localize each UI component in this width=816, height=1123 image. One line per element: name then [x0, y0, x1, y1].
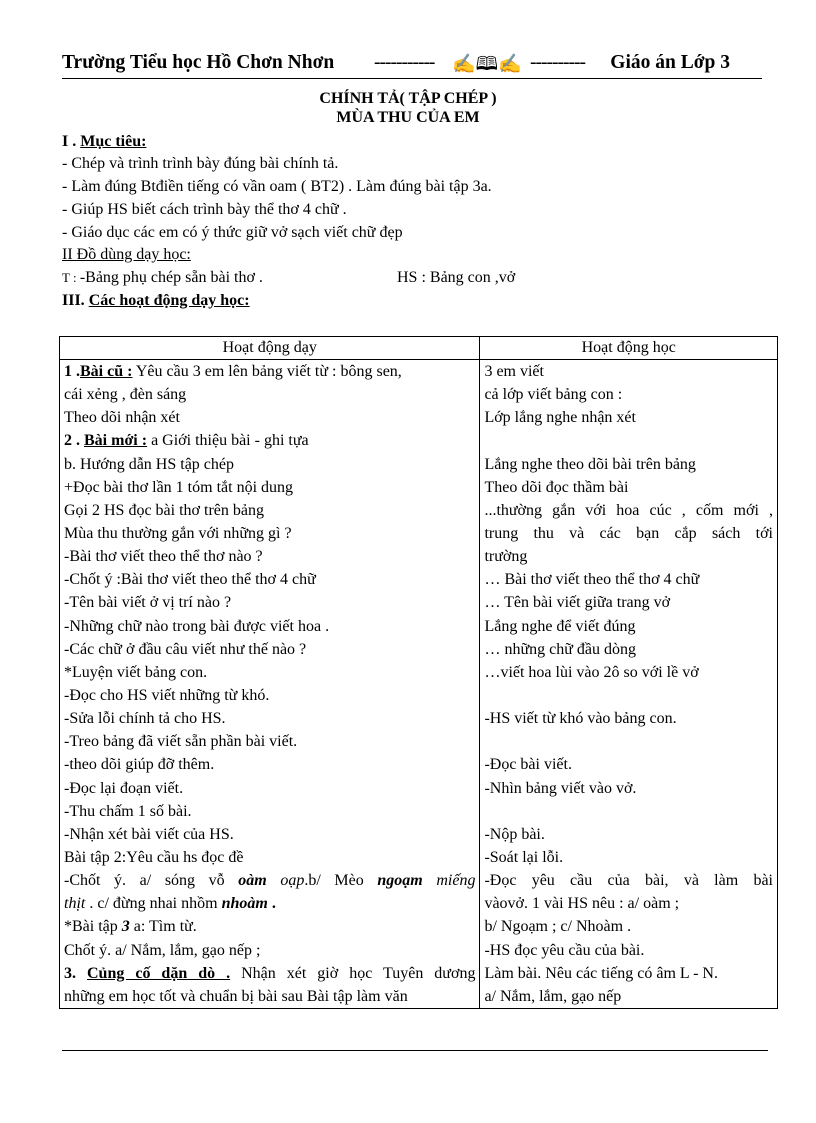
student-line: -Nộp bài.	[484, 825, 545, 843]
student-line: Lắng nghe theo dõi bài trên bảng	[484, 455, 696, 473]
col-student-header: Hoạt động học	[480, 337, 778, 360]
teacher-line-text: *Luyện viết bảng con.	[64, 663, 208, 681]
teacher-line	[64, 869, 475, 892]
teacher-line-text: Mùa thu thường gắn với những gì ?	[64, 524, 292, 542]
teacher-line-text: a Giới thiệu bài - ghi tựa	[147, 432, 309, 450]
teacher-line	[64, 915, 475, 938]
teacher-line-text: -Đọc lại đoạn viết.	[64, 779, 184, 797]
teacher-line	[64, 591, 475, 614]
school-name: Trường Tiểu học Hồ Chơn Nhơn	[62, 52, 335, 73]
ex2-text: .b/ Mèo	[304, 872, 378, 890]
teacher-line-text: Bài tập 2:Yêu cầu hs đọc đề	[64, 848, 244, 866]
teacher-line-text: -Treo bảng đã viết sẵn phần bài viết.	[64, 733, 298, 751]
teacher-line-text: cái xẻng , đèn sáng	[64, 386, 187, 404]
objectives-prefix: I .	[62, 133, 81, 150]
section-label: 2 . Bài mới :	[64, 432, 148, 450]
teacher-line-text: những em học tốt và chuẩn bị bài sau Bài tập làm văn	[64, 987, 408, 1005]
teacher-line-text: -Chốt ý :Bài thơ viết theo thể thơ 4 chữ	[64, 571, 316, 589]
student-line: -HS viết từ khó vào bảng con.	[484, 710, 677, 728]
ex2-answer-b: ngoạm	[377, 872, 423, 890]
ex2-text: .	[267, 895, 276, 913]
activities-heading	[62, 292, 250, 310]
ex2-answer-c: nhoàm	[221, 895, 268, 913]
teacher-line	[64, 892, 475, 915]
activities-table	[59, 336, 778, 1009]
student-line	[484, 800, 773, 823]
lesson-subject: CHÍNH TẢ( TẬP CHÉP )	[319, 90, 497, 107]
teacher-line-text: Theo dõi nhận xét	[64, 409, 180, 427]
section-label: 3. Củng cố dặn dò .	[64, 964, 231, 982]
ex2-answer-a: oàm	[238, 872, 267, 890]
teacher-line	[64, 800, 475, 823]
lesson-title: MÙA THU CỦA EM	[336, 109, 480, 126]
objective-item: - Giúp HS biết cách trình bày thể thơ 4 chữ .	[62, 201, 347, 218]
student-line: -Đọc yêu cầu của bài, và làm bài	[484, 872, 773, 890]
table-row	[60, 360, 778, 1009]
student-line: trường	[484, 548, 528, 566]
teacher-line	[64, 522, 475, 545]
teacher-materials: -Bảng phụ chép sẵn bài thơ .	[79, 269, 263, 286]
teacher-line	[64, 383, 475, 406]
student-line: Lớp lắng nghe nhận xét	[484, 409, 636, 427]
col-teacher-header: Hoạt động dạy	[60, 337, 480, 360]
activities-prefix: III.	[62, 292, 89, 309]
teacher-line-text: b. Hướng dẫn HS tập chép	[64, 455, 234, 473]
student-line: … Bài thơ viết theo thể thơ 4 chữ	[484, 571, 700, 589]
section-label: 1 .Bài cũ :	[64, 363, 133, 380]
student-line	[484, 730, 773, 753]
student-line: ...thường gắn với hoa cúc , cốm mới ,	[484, 501, 773, 519]
teacher-line-text: -Bài thơ viết theo thể thơ nào ?	[64, 548, 263, 566]
objectives-heading	[62, 133, 146, 151]
footer-divider	[62, 1050, 768, 1051]
table-header-row	[60, 337, 778, 360]
teacher-line	[64, 499, 475, 522]
ex2-text: thịt	[64, 895, 86, 913]
student-line: Lắng nghe để viết đúng	[484, 617, 636, 635]
teacher-line	[64, 939, 475, 962]
teacher-line	[64, 661, 475, 684]
teacher-line-text: -Các chữ ở đầu câu viết như thế nào ?	[64, 640, 307, 658]
student-line	[484, 429, 773, 452]
objectives-heading-text: Mục tiêu:	[80, 133, 147, 150]
ex3-text: a: Tìm từ.	[129, 918, 197, 936]
ex2-text: oạp	[266, 872, 305, 890]
teacher-line	[64, 753, 475, 776]
objective-item: - Chép và trình trình bày đúng bài chính tả.	[62, 155, 339, 172]
teacher-line	[64, 707, 475, 730]
activities-heading-text: Các hoạt động dạy học:	[88, 292, 250, 309]
materials-heading: II Đồ dùng dạy học:	[62, 246, 191, 263]
objective-item: - Làm đúng Btđiền tiếng có vần oam ( BT2) . Làm đúng bài tập 3a.	[62, 178, 492, 195]
teacher-line	[64, 615, 475, 638]
objective-item: - Giáo dục các em có ý thức giữ vở sạch viết chữ đẹp	[62, 224, 403, 241]
student-line: cả lớp viết bảng con :	[484, 386, 623, 404]
ex3-number: 3	[121, 918, 130, 936]
student-line: -Nhìn bảng viết vào vở.	[484, 779, 637, 797]
teacher-line	[64, 823, 475, 846]
student-line: -Soát lại lỗi.	[484, 848, 564, 866]
teacher-line-text: c/ đừng nhai nhồm	[93, 895, 222, 913]
teacher-line	[64, 985, 475, 1008]
student-line	[484, 684, 773, 707]
teacher-line-text: Gọi 2 HS đọc bài thơ trên bảng	[64, 501, 264, 519]
teacher-line	[64, 684, 475, 707]
teacher-line	[64, 476, 475, 499]
header-divider	[62, 78, 762, 79]
teacher-line	[64, 962, 475, 985]
materials-teacher	[62, 269, 263, 287]
student-line: Theo dõi đọc thầm bài	[484, 478, 629, 496]
student-line: 3 em viết	[484, 363, 544, 380]
teacher-line-text: -Chốt ý. a/ sóng vỗ	[64, 872, 239, 890]
header-dashes-left: -----------	[374, 52, 435, 73]
teacher-prefix: T :	[62, 270, 80, 285]
teacher-line	[64, 846, 475, 869]
teacher-line	[64, 545, 475, 568]
student-line: trung thu và các bạn cắp sách tới	[484, 524, 773, 542]
teacher-line	[64, 568, 475, 591]
ex2-text: miếng	[422, 872, 476, 890]
teacher-line	[64, 406, 475, 429]
teacher-line-text: Yêu cầu 3 em lên bảng viết từ : bông sen,	[132, 363, 402, 380]
materials-student: HS : Bảng con ,vở	[397, 269, 516, 286]
teacher-line	[64, 777, 475, 800]
teacher-line-text: -Những chữ nào trong bài được viết hoa .	[64, 617, 330, 635]
student-line: a/ Nắm, lắm, gạo nếp	[484, 987, 622, 1005]
teacher-line-text: -Sửa lỗi chính tả cho HS.	[64, 710, 226, 728]
header-dashes-right: ----------	[530, 52, 585, 73]
teacher-line-text: -Tên bài viết ở vị trí nào ?	[64, 594, 232, 612]
student-line: Làm bài. Nêu các tiếng có âm L - N.	[484, 964, 718, 982]
teacher-line	[64, 453, 475, 476]
teacher-line-text: Nhận xét giờ học Tuyên dương	[230, 964, 476, 982]
teacher-line-text: -Nhận xét bài viết của HS.	[64, 825, 234, 843]
teacher-line-text: -Đọc cho HS viết những từ khó.	[64, 686, 270, 704]
ex2-text: .	[85, 895, 94, 913]
student-line: … những chữ đầu dòng	[484, 640, 636, 658]
teacher-line	[64, 730, 475, 753]
student-line: b/ Ngoạm ; c/ Nhoàm .	[484, 918, 632, 936]
teacher-line-text: +Đọc bài thơ lần 1 tóm tắt nội dung	[64, 478, 294, 496]
book-ornament-icon: ✍🕮✍	[452, 54, 522, 75]
teacher-line-text: Chốt ý. a/ Nắm, lắm, gạo nếp ;	[64, 941, 261, 959]
teacher-line-text: *Bài tập	[64, 918, 122, 936]
teacher-activities-cell	[60, 360, 480, 1009]
student-line: vàovở. 1 vài HS nêu : a/ oàm ;	[484, 895, 680, 913]
teacher-line	[64, 429, 475, 452]
student-activities-cell	[480, 360, 778, 1009]
grade-label: Giáo án Lớp 3	[610, 52, 730, 73]
student-line: …viết hoa lùi vào 2ô so với lề vở	[484, 663, 699, 681]
teacher-line-text: -theo dõi giúp đỡ thêm.	[64, 756, 215, 774]
student-line: … Tên bài viết giữa trang vở	[484, 594, 671, 612]
student-line: -Đọc bài viết.	[484, 756, 572, 774]
teacher-line	[64, 360, 475, 383]
teacher-line	[64, 638, 475, 661]
teacher-line-text: -Thu chấm 1 số bài.	[64, 802, 192, 820]
student-line: -HS đọc yêu cầu của bài.	[484, 941, 645, 959]
